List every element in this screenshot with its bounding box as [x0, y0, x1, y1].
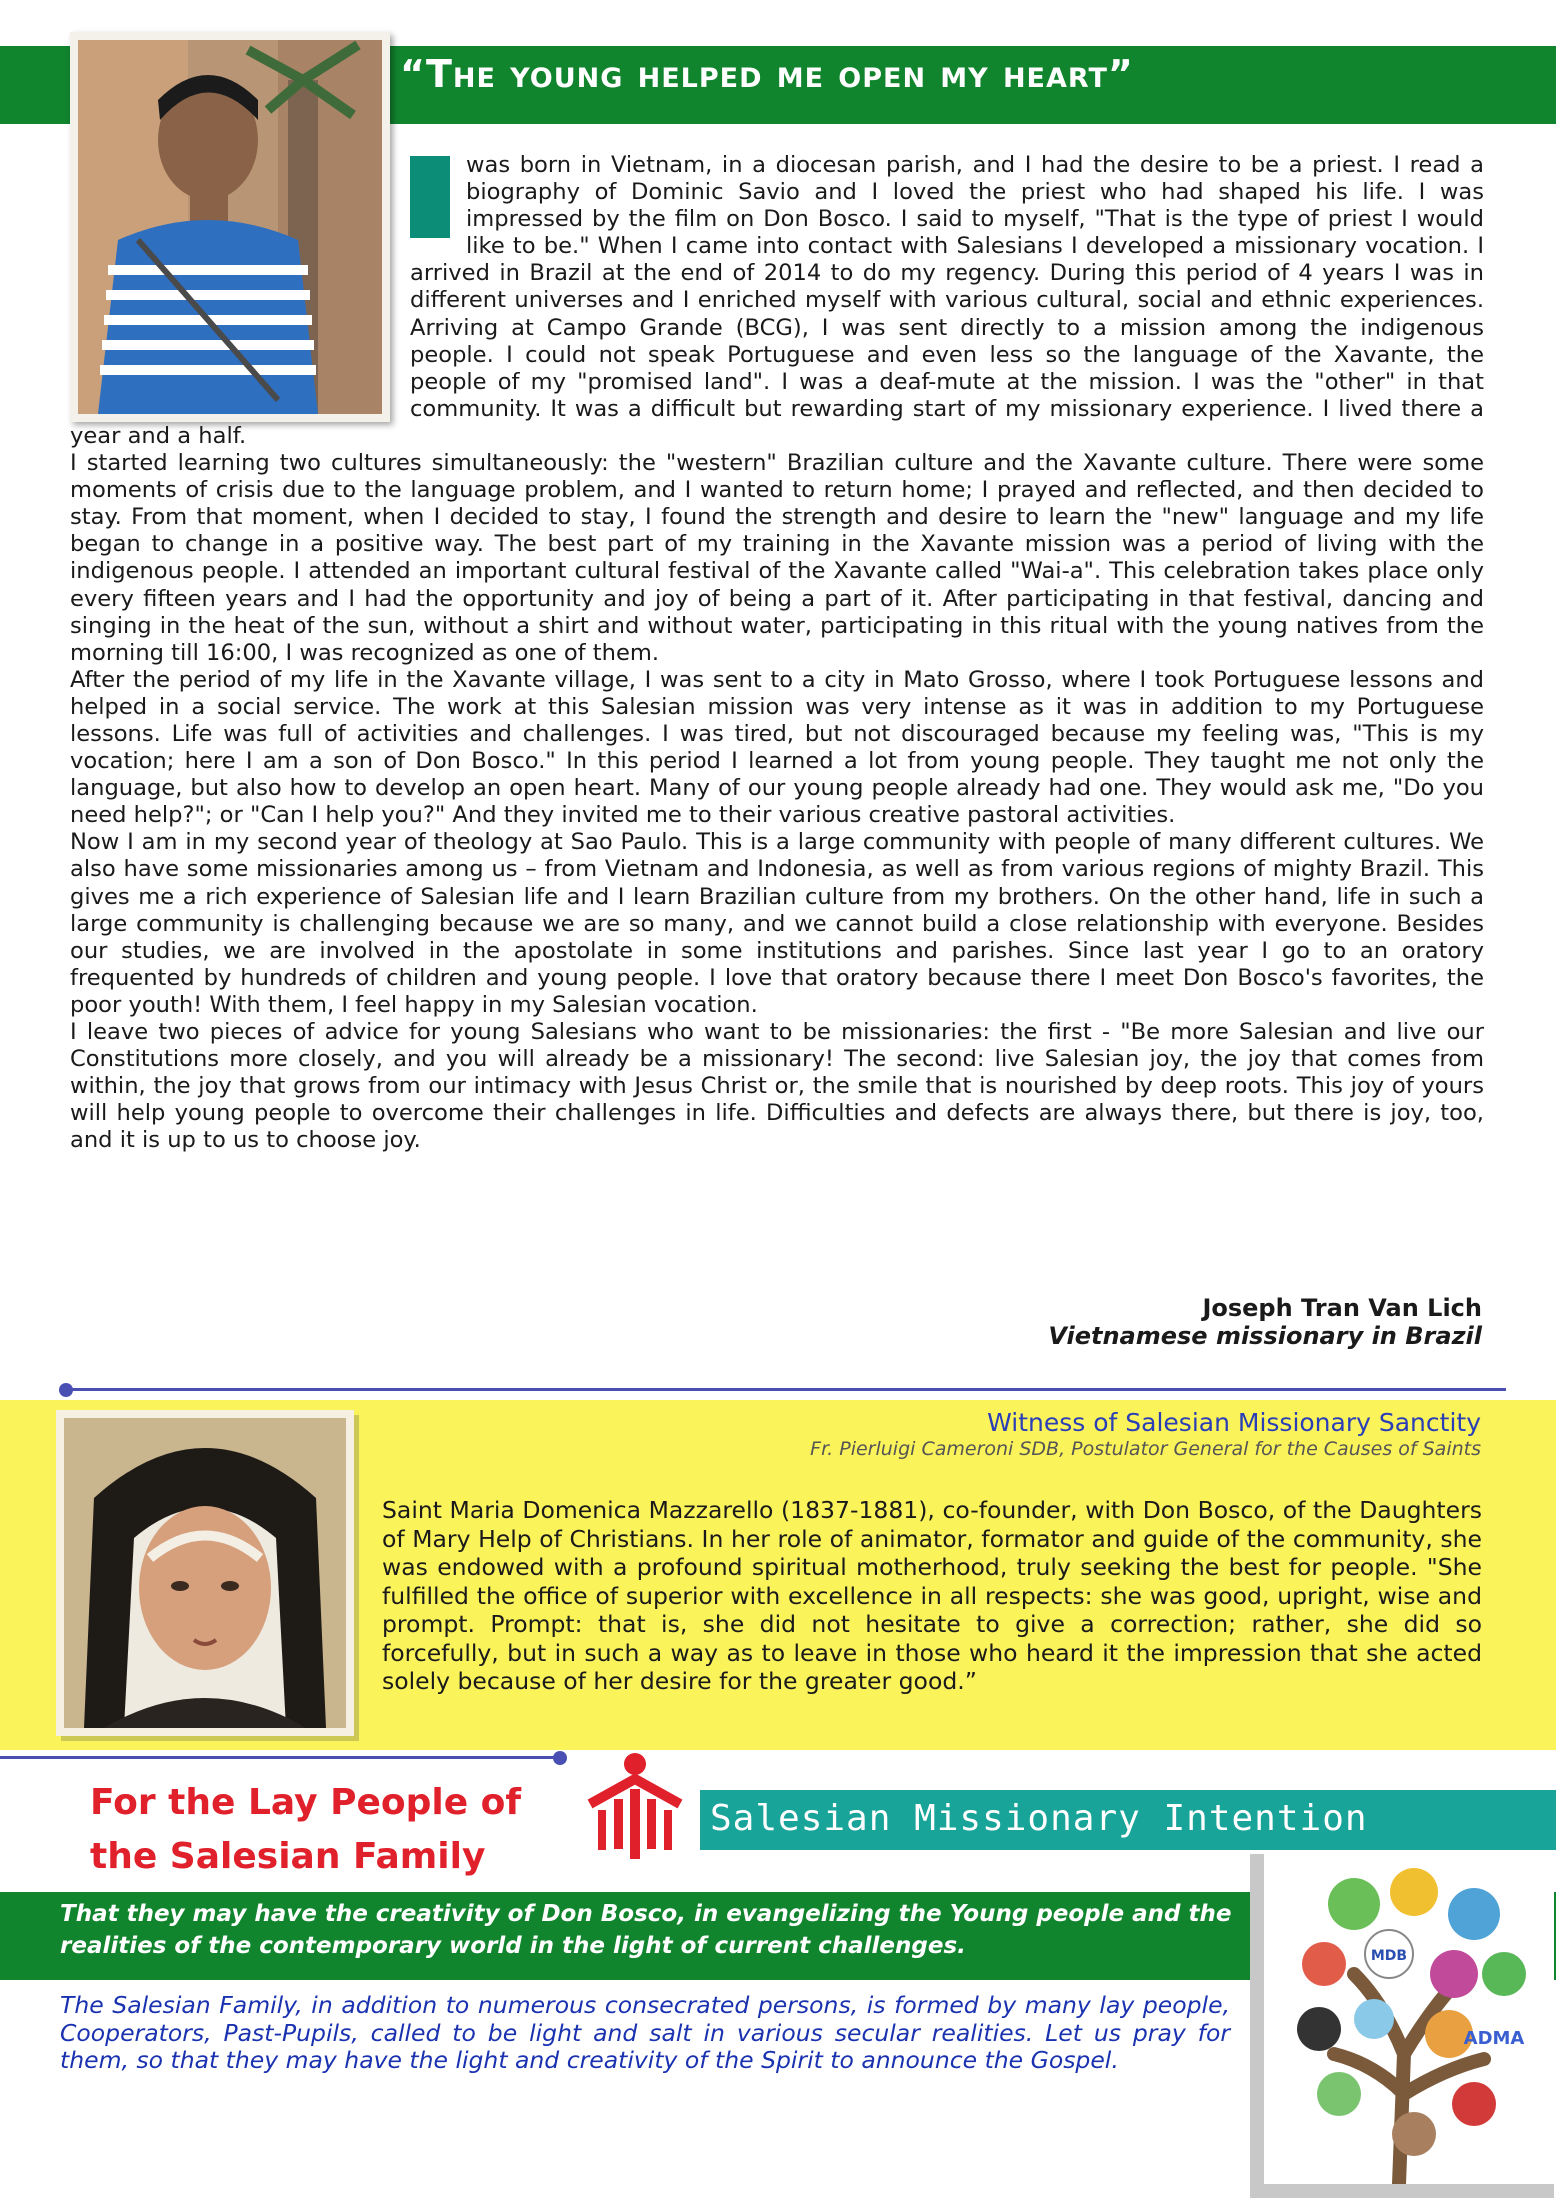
article-body — [70, 152, 1484, 1154]
lay-title-line-1: For the Lay People of — [90, 1782, 522, 1823]
page-title: “The young helped me open my heart” — [400, 52, 1134, 96]
section-divider-top — [66, 1388, 1506, 1391]
salesian-family-tree-icon — [1264, 1854, 1554, 2184]
intention-prayer-text: That they may have the creativity of Don Bosco, in evangelizing the Young people and the realities of the contemporary world in the light of current challenges. — [60, 1901, 1232, 1959]
intention-description: The Salesian Family, in addition to numerous consecrated persons, is formed by many lay people, Cooperators, Past-Pupils, called to be light and salt in various secular realities. Let us pray for them, so that they may have the light and creativity of the Spirit to announce the Gospel. — [60, 1991, 1230, 2074]
photo-spacer — [70, 152, 410, 422]
lay-title-line-2: the Salesian Family — [90, 1836, 486, 1877]
author-signature — [1048, 1294, 1482, 1350]
saint-portrait — [64, 1418, 346, 1728]
salesian-family-logo-icon — [570, 1744, 700, 1864]
lay-people-title — [90, 1776, 521, 1884]
intention-bar-label: Salesian Missionary Intention — [710, 1798, 1368, 1839]
witness-subtitle: Fr. Pierluigi Cameroni SDB, Postulator General for the Causes of Saints — [810, 1438, 1481, 1460]
article-paragraph-2: I started learning two cultures simultaneously: the "western" Brazilian culture and the Xavante culture. There were some moments of crisis due to the language problem, and I wanted to return home; I prayed and reflected, and then decided to stay. From that moment, when I decided to stay, I found the strength and desire to learn the "new" language and my life began to change in a positive way. The best part of my training in the Xavante mission was a period of living with the indigenous people. I attended an important cultural festival of the Xavante called "Wai-a". This celebration takes place only every fifteen years and I had the opportunity and joy of being a part of it. After participating in that festival, dancing and singing in the heat of the sun, without a shirt and without water, participating in this ritual with the young natives from the morning till 16:00, I was recognized as one of them. — [70, 450, 1484, 666]
tree-mdb-label: MDB — [1370, 1948, 1408, 1964]
article-paragraph-3: After the period of my life in the Xavante village, I was sent to a city in Mato Grosso, where I took Portuguese lessons and helped in a social service. The work at this Salesian mission was very intense as it was in addition to my Portuguese lessons. Life was full of activities and challenges. I was tired, but not discouraged because my feeling was, "This is my vocation; here I am a son of Don Bosco." In this period I learned a lot from young people. They taught me not only the language, but also how to develop an open heart. Many of our young people already had one. They would ask me, "Do you need help?"; or "Can I help you?" And they invited me to their various creative pastoral activities. — [70, 666, 1484, 829]
salesian-family-tree-frame — [1250, 1854, 1554, 2198]
article-paragraph-5: I leave two pieces of advice for young Salesians who want to be missionaries: the first - "Be more Salesian and live our Constitutions more closely, and you will already be a missionary! The second: live Salesian joy, the joy that comes from within, the joy that grows from our intimacy with Jesus Christ or, the smile that is nourished by deep roots. This joy of yours will help young people to overcome their challenges in life. Difficulties and defects are always there, but there is joy, too, and it is up to us to choose joy. — [70, 1019, 1484, 1154]
author-name: Joseph Tran Van Lich — [1202, 1294, 1482, 1322]
drop-cap-i — [410, 156, 450, 238]
article-paragraph-1: was born in Vietnam, in a diocesan parish, and I had the desire to be a priest. I read a biography of Dominic Savio and I loved the priest who had shaped his life. I was impressed by the film on Don Bosco. I said to myself, "That is the type of priest I would like to be." When I came into contact with Salesians I developed a missionary vocation. I arrived in Brazil at the end of 2014 to do my regency. During this period of 4 years I was in different universes and I enriched myself with various cultural, social and ethnic experiences. Arriving at Campo Grande (BCG), I was sent directly to a mission among the indigenous people. I could not speak Portuguese and even less so the language of the Xavante, the people of my "promised land". I was a deaf-mute at the mission. I was the "other" in that community. It was a difficult but rewarding start of my missionary experience. I lived there a year and a half. — [70, 152, 1484, 449]
witness-heading — [810, 1408, 1481, 1460]
witness-text: Saint Maria Domenica Mazzarello (1837-1881), co-founder, with Don Bosco, of the Daughters of Mary Help of Christians. In her role of animator, formator and guide of the community, she was endowed with a profound spiritual motherhood, truly seeking the best for people. "She fulfilled the office of superior with excellence in all respects: she was good, upright, wise and prompt. Prompt: that is, she did not hesitate to give a correction; rather, she did so forcefully, but in such a way as to leave in those who heard it the impression that she acted solely because of her desire for the greater good.” — [382, 1496, 1482, 1695]
divider-dot-bottom — [553, 1751, 567, 1765]
article-paragraph-4: Now I am in my second year of theology at Sao Paulo. This is a large community with people of many different cultures. We also have some missionaries among us – from Vietnam and Indonesia, as well as from various regions of mighty Brazil. This gives me a rich experience of Salesian life and I learn Brazilian culture from my brothers. On the other hand, life in such a large community is challenging because we are so many, and we cannot build a close relationship with everyone. Besides our studies, we are involved in the apostolate in some institutions and parishes. Since last year I go to an oratory frequented by hundreds of children and young people. I love that oratory because there I meet Don Bosco's favorites, the poor youth! With them, I feel happy in my Salesian vocation. — [70, 829, 1484, 1018]
divider-dot-top — [59, 1383, 73, 1397]
section-divider-bottom — [0, 1756, 562, 1759]
tree-adma-label: ADMA — [1463, 2028, 1525, 2049]
saint-portrait-frame — [56, 1410, 354, 1736]
witness-title: Witness of Salesian Missionary Sanctity — [987, 1408, 1481, 1437]
author-role: Vietnamese missionary in Brazil — [1048, 1322, 1482, 1350]
